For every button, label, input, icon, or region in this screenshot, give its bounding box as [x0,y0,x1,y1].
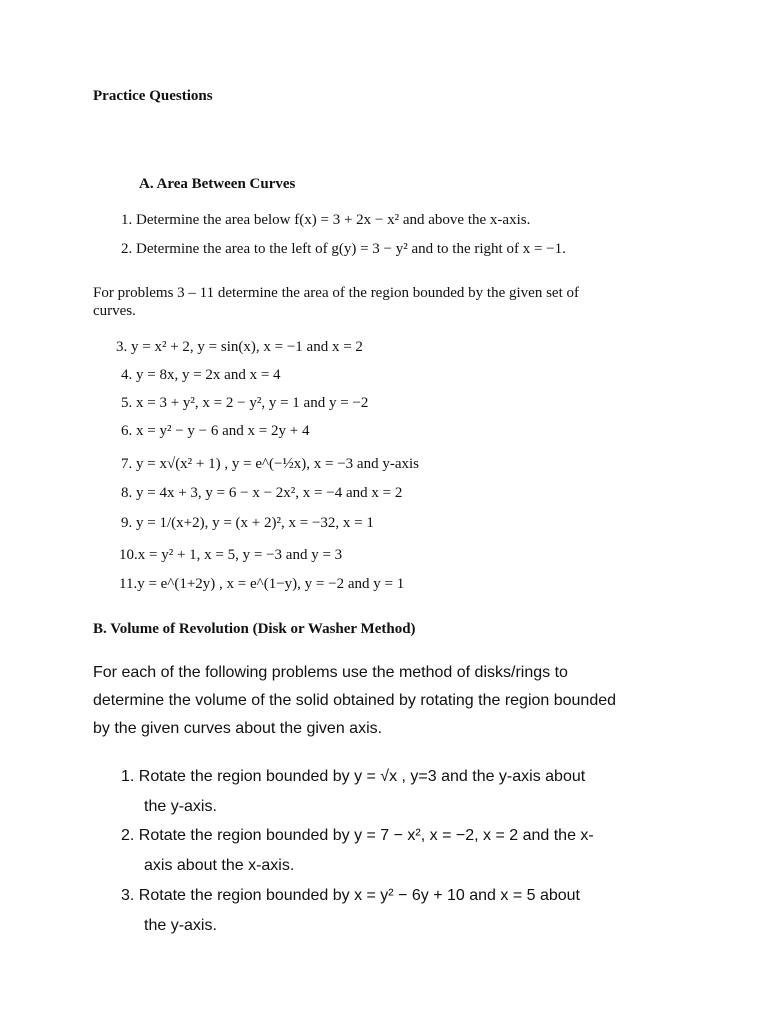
section-b-question-3-line-2: the y-axis. [144,917,217,934]
section-b-intro-line-1: For each of the following problems use the method of disks/rings to [93,664,568,681]
section-a-intro-line-1: For problems 3 – 11 determine the area of the region bounded by the given set of [93,285,579,301]
section-b-intro-line-2: determine the volume of the solid obtained by rotating the region bounded [93,692,617,709]
problem-4: 4. y = 8x, y = 2x and x = 4 [121,367,281,383]
page-title: Practice Questions [93,88,213,104]
section-b-heading: B. Volume of Revolution (Disk or Washer Method) [93,621,416,637]
section-b-question-1-line-2: the y-axis. [144,798,217,815]
problem-11: 11.y = e^(1+2y) , x = e^(1−y), y = −2 and y = 1 [119,576,405,592]
section-a-question-1: 1. Determine the area below f(x) = 3 + 2x − x² and above the x-axis. [121,212,531,228]
section-a-heading: A. Area Between Curves [139,176,296,192]
section-b-question-3-line-1: 3. Rotate the region bounded by x = y² − 6y + 10 and x = 5 about [121,887,580,904]
section-b-question-1-line-1: 1. Rotate the region bounded by y = √x , y=3 and the y-axis about [121,768,586,785]
problem-6: 6. x = y² − y − 6 and x = 2y + 4 [121,423,310,439]
problem-10: 10.x = y² + 1, x = 5, y = −3 and y = 3 [119,547,343,563]
section-b-intro-line-3: by the given curves about the given axis. [93,720,383,737]
problem-5: 5. x = 3 + y², x = 2 − y², y = 1 and y = −2 [121,395,369,411]
problem-7: 7. y = x√(x² + 1) , y = e^(−½x), x = −3 and y-axis [121,456,419,472]
problem-8: 8. y = 4x + 3, y = 6 − x − 2x², x = −4 and x = 2 [121,485,403,501]
section-b-question-2-line-1: 2. Rotate the region bounded by y = 7 − x², x = −2, x = 2 and the x- [121,827,594,844]
section-b-question-2-line-2: axis about the x-axis. [144,857,295,874]
problem-9: 9. y = 1/(x+2), y = (x + 2)², x = −32, x = 1 [121,515,374,531]
problem-3: 3. y = x² + 2, y = sin(x), x = −1 and x = 2 [116,339,363,355]
section-a-question-2: 2. Determine the area to the left of g(y) = 3 − y² and to the right of x = −1. [121,241,566,257]
section-a-intro-line-2: curves. [93,303,136,319]
